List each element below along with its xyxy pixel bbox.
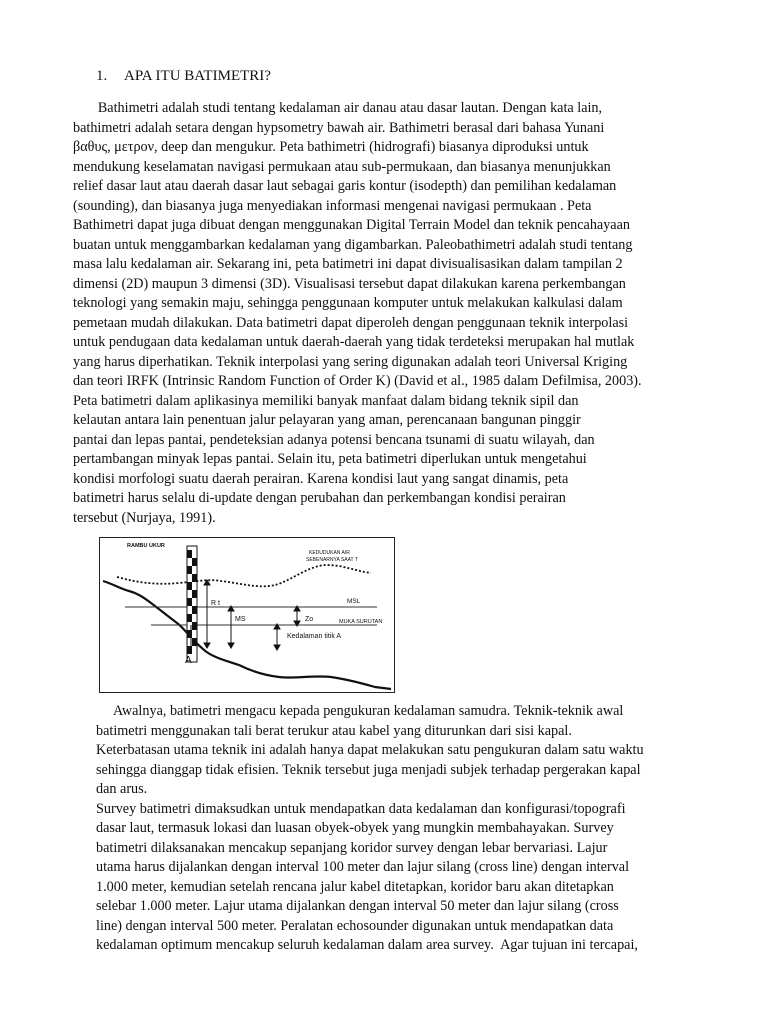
text-line: Bathimetri adalah studi tentang kedalaman air danau atau dasar lautan. Dengan kata lain, — [73, 100, 603, 116]
text-line: dasar laut, termasuk lokasi dan luasan obyek-obyek yang mungkin membahayakan. Survey — [96, 820, 614, 836]
section-heading — [96, 66, 271, 86]
label-rt: R t — [211, 600, 220, 607]
text-line: βαθυς, μετρον, deep dan mengukur. Peta bathimetri (hidrografi) biasanya diproduksi untuk — [73, 139, 589, 155]
bathymetry-diagram — [99, 537, 395, 693]
text-line: line) dengan interval 500 meter. Peralatan echosounder digunakan untuk mendapatkan data — [96, 917, 614, 934]
text-line: Survey batimetri dimaksudkan untuk mendapatkan data kedalaman dan konfigurasi/topografi — [96, 800, 626, 817]
text-line: pemetaan mudah dilakukan. Data batimetri dapat diperoleh dengan penggunaan teknik interpolasi — [73, 314, 629, 331]
label-rambu-ukur: RAMBU UKUR — [127, 543, 165, 549]
label-msl: MSL — [347, 598, 361, 605]
text-line: buatan untuk menggambarkan kedalaman yang digambarkan. Paleobathimetri adalah studi tentang — [73, 236, 633, 253]
label-kedudukan-air: KEDUDUKAN AIR — [309, 550, 350, 556]
text-line: Peta batimetri dalam aplikasinya memiliki banyak manfaat dalam bidang teknik sipil dan — [73, 392, 579, 409]
text-line: relief dasar laut atau daerah dasar laut sebagai garis kontur (isodepth) dan pemilihan kedalaman — [73, 178, 617, 194]
measuring-staff — [187, 546, 197, 662]
paragraph-definition — [73, 99, 707, 528]
text-line: untuk pendugaan data kedalaman untuk daerah-daerah yang tidak terdeteksi merupakan hal mutlak — [73, 334, 635, 350]
label-ms: MS — [235, 616, 246, 623]
heading-title: APA ITU BATIMETRI? — [124, 68, 271, 84]
text-line: masa lalu kedalaman air. Sekarang ini, peta batimetri ini dapat divisualisasikan dalam tampilan 2 — [73, 256, 623, 272]
text-line: sehingga dianggap tidak efisien. Teknik tersebut juga menjadi subjek terhadap pergerakan kapal — [96, 761, 641, 778]
text-line: bathimetri adalah setara dengan hypsometry bawah air. Bathimetri berasal dari bahasa Yunani — [73, 119, 605, 136]
text-line: tersebut (Nurjaya, 1991). — [73, 509, 216, 526]
label-point-a: A — [185, 655, 192, 666]
paragraph-highlight-red — [73, 392, 707, 529]
text-line: Keterbatasan utama teknik ini adalah hanya dapat melakukan satu pengukuran dalam satu waktu — [96, 742, 644, 758]
text-line: dan teori IRFK (Intrinsic Random Function of Order K) (David et al., 1985 dalam Defilmisa, 2003). — [73, 373, 642, 389]
text-line: dimensi (2D) maupun 3 dimensi (3D). Visualisasi tersebut dapat dilakukan karena perkembangan — [73, 275, 626, 292]
label-muka-surutan: MUKA SURUTAN — [339, 619, 383, 625]
bathymetry-diagram-svg — [99, 537, 395, 693]
text-line: (sounding), dan biasanya juga menyediakan informasi mengenai navigasi permukaan . Peta — [73, 197, 592, 214]
text-line: batimetri dilaksanakan mencakup sepanjang koridor survey dengan lebar bervariasi. Lajur — [96, 839, 608, 856]
text-line: kondisi morfologi suatu daerah perairan. Karena kondisi laut yang sangat dinamis, peta — [73, 470, 569, 487]
text-line: kelautan antara lain penentuan jalur pelayaran yang aman, perencanaan bangunan pinggir — [73, 412, 581, 428]
text-line: pertambangan minyak lepas pantai. Selain itu, peta batimetri diperlukan untuk mengetahui — [73, 451, 587, 467]
label-kedudukan-saat-t: SEBENARNYA SAAT T — [306, 557, 358, 563]
text-line: teknologi yang semakin maju, sehingga penggunaan komputer untuk melakukan kalkulasi dalam — [73, 295, 623, 311]
text-line: batimetri harus selalu di-update dengan perubahan dan perkembangan kondisi perairan — [73, 490, 566, 506]
paragraph-definition-body — [73, 99, 707, 392]
text-line: selebar 1.000 meter. Lajur utama dijalankan dengan interval 50 meter dan lajur silang (cross — [96, 898, 619, 914]
text-line: Bathimetri dapat juga dibuat dengan menggunakan Digital Terrain Model dan teknik pencahayaan — [73, 217, 630, 233]
text-line: yang harus diperhatikan. Teknik interpolasi yang sering digunakan adalah teori Universal Kriging — [73, 353, 628, 370]
text-line: utama harus dijalankan dengan interval 100 meter dan lajur silang (cross line) dengan interval — [96, 859, 630, 875]
text-line: pantai dan lepas pantai, pendeteksian adanya potensi bencana tsunami di suatu wilayah, dan — [73, 431, 595, 448]
paragraph-history-survey — [96, 702, 730, 956]
text-line: batimetri menggunakan tali berat terukur atau kabel yang diturunkan dari sisi kapal. — [96, 722, 572, 739]
text-line: 1.000 meter, kemudian setelah rencana jalur kabel ditetapkan, koridor baru akan ditetapkan — [96, 878, 614, 895]
heading-number: 1. — [96, 68, 108, 84]
text-line: mendukung keselamatan navigasi permukaan atau sub-permukaan, dan biasanya menunjukkan — [73, 158, 611, 175]
label-kedalaman-titik-a: Kedalaman titik A — [287, 633, 342, 640]
label-zo: Zo — [305, 616, 314, 623]
text-line: dan arus. — [96, 781, 148, 797]
text-line: Awalnya, batimetri mengacu kepada pengukuran kedalaman samudra. Teknik-teknik awal — [96, 703, 624, 719]
text-line: kedalaman optimum mencakup seluruh kedalaman dalam area survey. Agar tujuan ini tercapai, — [96, 937, 638, 953]
